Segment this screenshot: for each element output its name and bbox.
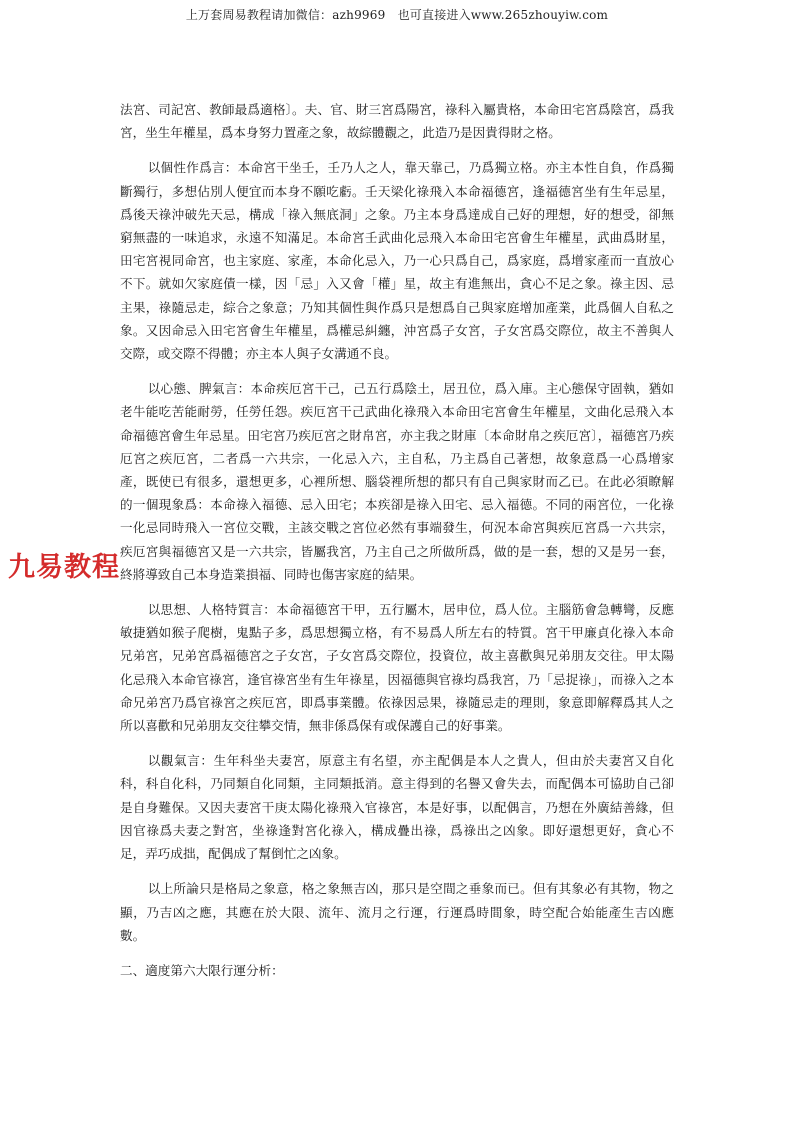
page-header: 上万套周易教程请加微信：azh9969 也可直接进入www.265zhouyiw.com bbox=[185, 8, 609, 22]
section-heading: 二、適度第六大限行運分析： bbox=[120, 962, 284, 978]
paragraph-4: 以思想、人格特質言：本命福德宮干甲，五行屬木，居申位，爲人位。主腦筋會急轉彎，反應敏捷猶如猴子爬樹，鬼點子多，爲思想獨立格，有不易爲人所左右的特質。宮干甲廉貞化祿入本命兄弟宮，兄弟宮爲福德宮之子女宮，子女宮爲交際位，投資位，故主喜歡與兄弟朋友交往。甲太陽化忌飛入本命官祿宮，逢官祿宮坐有生年祿星，因福德與官祿均爲我宮，乃「忌捉祿」，而祿入之本命兄弟宮乃爲官祿宮之疾厄宮，即爲事業體。依祿因忌果，祿隨忌走的理則，象意即解釋爲其人之所以喜歡和兄弟朋友交往攀交情，無非係爲保有或保護自己的好事業。 bbox=[120, 602, 674, 734]
paragraph-2: 以個性作爲言：本命宮干坐壬，壬乃人之人，靠天靠己，乃爲獨立格。亦主本性自負，作爲獨斷獨行，多想佔別人便宜而本身不願吃虧。壬天梁化祿飛入本命福德宮，逢福德宮坐有生年忌星，爲後天祿沖破先天忌，構成「祿入無底洞」之象。乃主本身爲達成自己好的理想，好的想受，卻無窮無盡的一味追求，永遠不知滿足。本命宮壬武曲化忌飛入本命田宅宮會生年權星，武曲爲財星，田宅宮視同命宮，也主家庭、家產，本命化忌入，乃一心只爲自己，爲家庭，爲增家產而一直放心不下。就如欠家庭債一樣，因「忌」入又會「權」星，故主有進無出，貪心不足之象。祿主因、忌主果，祿隨忌走，綜合之象意；乃知其個性與作爲只是想爲自己與家庭增加產業，此爲個人自私之象。又因命忌入田宅宮會生年權星，爲權忌糾纏，沖宮爲子女宮，子女宮爲交際位，故主不善與人交際，或交際不得體；亦主本人與子女溝通不良。 bbox=[120, 160, 674, 362]
paragraph-6: 以上所論只是格局之象意，格之象無吉凶，那只是空間之垂象而已。但有其象必有其物，物之顯，乃吉凶之應，其應在於大限、流年、流月之行運，行運爲時間象，時空配合始能產生吉凶應數。 bbox=[120, 881, 674, 943]
document-body bbox=[120, 98, 674, 982]
paragraph-5: 以觀氣言：生年科坐夫妻宮，原意主有名望，亦主配偶是本人之貴人，但由於夫妻宮又自化科，科自化科，乃同類自化同類，主同類抵消。意主得到的名譽又會失去，而配偶本可協助自己卻是自身難保。又因夫妻宮干庚太陽化祿飛入官祿宮，本是好事，以配偶言，乃想在外廣結善緣，但因官祿爲夫妻之對宮，坐祿逢對宮化祿入，構成疊出祿，爲祿出之凶象。即好還想更好，貪心不足，弄巧成拙，配偶成了幫倒忙之凶象。 bbox=[120, 753, 674, 862]
paragraph-1: 法宮、司記宮、教師最爲適格〕。夫、官、財三宮爲陽宮，祿科入屬貴格，本命田宅宮爲陰宮，爲我宮，坐生年權星，爲本身努力置產之象，故綜體觀之，此造乃是因貴得財之格。 bbox=[120, 102, 674, 141]
watermark-logo: 九易教程 bbox=[8, 552, 120, 583]
paragraph-3: 以心態、脾氣言：本命疾厄宮干己，己五行爲陰土，居丑位，爲入庫。主心態保守固執，猶如老牛能吃苦能耐勞，任勞任怨。疾厄宮干己武曲化祿飛入本命田宅宮會生年權星，文曲化忌飛入本命福德宮會生年忌星。田宅宮乃疾厄宮之財帛宮，亦主我之財庫〔本命財帛之疾厄宮〕，福德宮乃疾厄宮之疾厄宮，二者爲一六共宗，一化忌入六，主自私，乃主爲自己著想，故象意爲一心爲增家產，既使已有很多，還想更多，心裡所想、腦袋裡所想的都只有自己與家財而乙已。在此必須瞭解的一個現象爲：本命祿入福德、忌入田宅；本疾卻是祿入田宅、忌入福德。不同的兩宮位，一化祿一化忌同時飛入一宮位交戰，主該交戰之宮位必然有事端發生，何況本命宮與疾厄宮爲一六共宗，疾厄宮與福德宮又是一六共宗，皆屬我宮，乃主自己之所做所爲，做的是一套，想的又是另一套，終將導致自己本身造業損福、同時也傷害家庭的結果。 bbox=[120, 381, 674, 582]
